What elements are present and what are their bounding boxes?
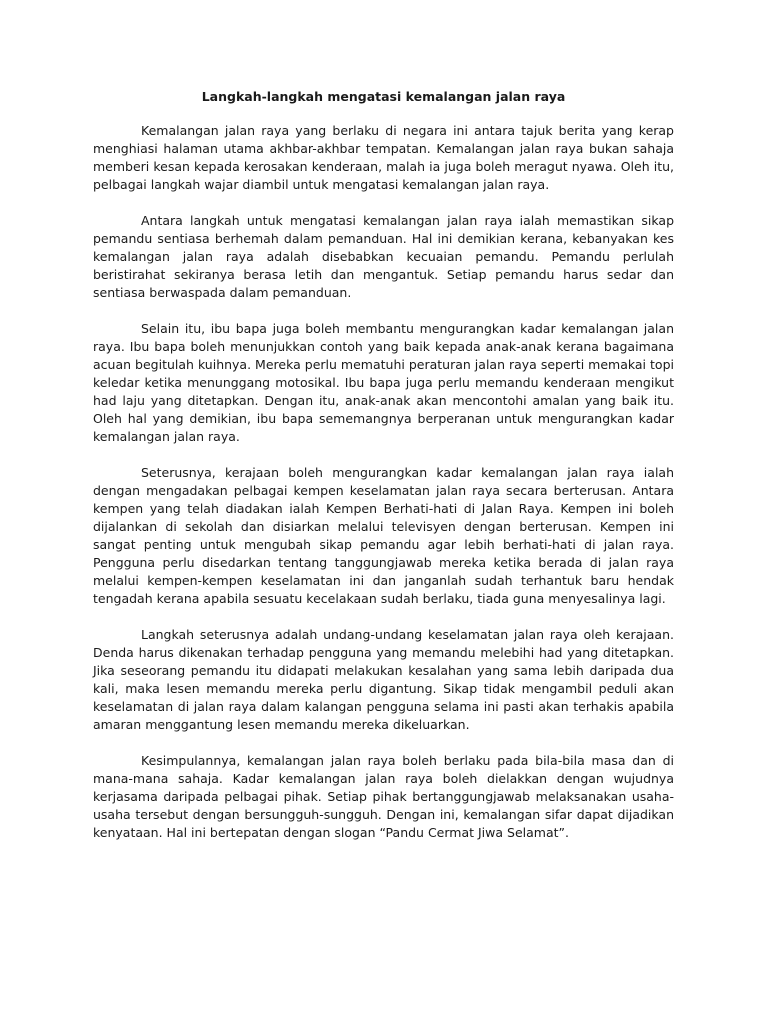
paragraph-conclusion: Kesimpulannya, kemalangan jalan raya boleh berlaku pada bila-bila masa dan di mana-mana sahaja. Kadar kemalangan jalan raya boleh dielakkan dengan wujudnya kerjasama daripada pelbagai pihak. Setiap pihak bertanggungjawab melaksanakan usaha-usaha tersebut dengan bersungguh-sungguh. Dengan ini, kemalangan sifar dapat dijadikan kenyataan. Hal ini bertepatan dengan slogan “Pandu Cermat Jiwa Selamat”.: [93, 753, 674, 840]
paragraph-safety-campaigns: Seterusnya, kerajaan boleh mengurangkan kadar kemalangan jalan raya ialah dengan mengadakan pelbagai kempen keselamatan jalan raya secara berterusan. Antara kempen yang telah diadakan ialah Kempen Berhati-hati di Jalan Raya. Kempen ini boleh dijalankan di sekolah dan disiarkan melalui televisyen dengan berterusan. Kempen ini sangat penting untuk mengubah sikap pemandu agar lebih berhati-hati di jalan raya. Pengguna perlu disedarkan tentang tanggungjawab mereka ketika berada di jalan raya melalui kempen-kempen keselamatan ini dan janganlah sudah terhantuk baru hendak tengadah kerana apabila sesuatu kecelakaan sudah berlaku, tiada guna menyesalinya lagi.: [93, 465, 674, 606]
paragraph-road-laws: Langkah seterusnya adalah undang-undang keselamatan jalan raya oleh kerajaan. Denda harus dikenakan terhadap pengguna yang memandu melebihi had yang ditetapkan. Jika seseorang pemandu itu didapati melakukan kesalahan yang sama lebih daripada dua kali, maka lesen memandu mereka perlu digantung. Sikap tidak mengambil peduli akan keselamatan di jalan raya dalam kalangan pengguna selama ini pasti akan terhakis apabila amaran menggantung lesen memandu mereka dikeluarkan.: [93, 627, 674, 732]
paragraph-parents-role: Selain itu, ibu bapa juga boleh membantu mengurangkan kadar kemalangan jalan raya. Ibu bapa boleh menunjukkan contoh yang baik kepada anak-anak kerana bagaimana acuan begitulah kuihnya. Mereka perlu mematuhi peraturan jalan raya seperti memakai topi keledar ketika menunggang motosikal. Ibu bapa juga perlu memandu kenderaan mengikut had laju yang ditetapkan. Dengan itu, anak-anak akan mencontohi amalan yang baik itu. Oleh hal yang demikian, ibu bapa sememangnya berperanan untuk mengurangkan kadar kemalangan jalan raya.: [93, 321, 674, 444]
paragraph-introduction: Kemalangan jalan raya yang berlaku di negara ini antara tajuk berita yang kerap menghiasi halaman utama akhbar-akhbar tempatan. Kemalangan jalan raya bukan sahaja memberi kesan kepada kerosakan kenderaan, malah ia juga boleh meragut nyawa. Oleh itu, pelbagai langkah wajar diambil untuk mengatasi kemalangan jalan raya.: [93, 123, 674, 192]
document-title: Langkah-langkah mengatasi kemalangan jalan raya: [201, 89, 566, 104]
paragraph-driver-attitude: Antara langkah untuk mengatasi kemalangan jalan raya ialah memastikan sikap pemandu sentiasa berhemah dalam pemanduan. Hal ini demikian kerana, kebanyakan kes kemalangan jalan raya adalah disebabkan kecuaian pemandu. Pemandu perlulah beristirahat sekiranya berasa letih dan mengantuk. Setiap pemandu harus sedar dan sentiasa berwaspada dalam pemanduan.: [93, 213, 674, 300]
